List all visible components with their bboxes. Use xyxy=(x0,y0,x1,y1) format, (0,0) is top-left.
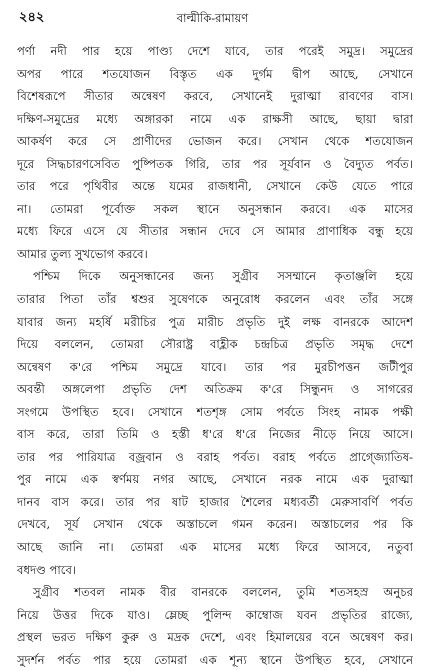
text-line: সুদর্শন পর্বত পার হয়ে তোমরা এক শূন্য স্থানে উপস্থিত হবে, সেখানে xyxy=(17,652,413,667)
text-line: নিয়ে উত্তর দিকে যাও। ম্লেচ্ছ পুলিন্দ কাম্বোজ যবন প্রভৃতির রাজ্যে, xyxy=(17,607,413,622)
text-line: তার পরে পৃথিবীর অন্তে যমের রাজধানী, সেখানে কেউ যেতে পারে xyxy=(17,179,413,194)
text-line-paragraph-start: পশ্চিম দিকে অনুসন্ধানের জন্য সুগ্রীব সসম্মানে কৃতাঞ্জলি হয়ে xyxy=(33,269,413,284)
body-text xyxy=(17,40,413,671)
text-line: মধ্যে ফিরে এসে যে সীতার সন্ধান দেবে সে আমার প্রাণাধিক বন্ধু হয়ে xyxy=(17,224,413,239)
text-line: দূরে সিদ্ধচারণসেবিত পুষ্পিতক গিরি, তার পর সূর্যবান ও বৈদ্যুত পর্বত। xyxy=(17,156,413,171)
text-line-paragraph-start: সুগ্রীব শতবল নামক বীর বানরকে বললেন, তুমি শতসহস্র অনুচর xyxy=(33,585,413,600)
text-line: যাবার জন্য মহর্ষি মরীচির পুত্র মারীচ প্রভৃতি দুই লক্ষ বানরকে আদেশ xyxy=(17,314,413,329)
text-line: দেখবে, সূর্য সেখান থেকে অস্তাচলে গমন করেন। অস্তাচলের পর কি xyxy=(17,517,413,532)
text-line: বধদণ্ড পাবে। xyxy=(17,562,77,577)
text-line: পুর নামে এক স্বর্ণময় নগর আছে, সেখানে নরক নামে এক দুরাত্মা xyxy=(17,472,413,487)
text-line: প্রস্থল ভরত দক্ষিণ কুরু ও মদ্রক দেশে, এবং হিমালয়ের বনে অন্বেষণ কর। xyxy=(17,630,413,645)
text-line: অন্বেষণ ক'রে পশ্চিম সমুদ্রে যাবে। তার পর মুরচীপত্তন জটীপুর xyxy=(17,359,413,374)
text-line: না। তোমরা পূর্বোক্ত সকল স্থানে অনুসন্ধান করবে। এক মাসের xyxy=(17,201,413,216)
text-line: দক্ষিণ-সমুদ্রের মধ্যে অঙ্গারকা নামে এক রাক্ষসী আছে, ছায়া দ্বারা xyxy=(17,111,413,126)
text-line: দানব বাস করে। তার পর ষাট হাজার শৈলের মধ্যবর্তী মেরুসাবর্ণি পর্বত xyxy=(17,494,413,509)
text-line: পর্ণা নদী পার হয়ে পাণ্ড্য দেশে যাবে, তার পরেই সমুদ্র। সমুদ্রের xyxy=(17,44,413,58)
text-line: আমার তুল্য সুখভোগ করবে। xyxy=(17,246,148,261)
text-line: আকর্ষণ করে সে প্রাণীদের ভোজন করে। সেখান থেকে শতযোজন xyxy=(17,134,413,149)
page-header xyxy=(0,7,425,29)
text-line: বিশেষরূপে সীতার অন্বেষণ করবে, সেখানেই দুরাত্মা রাবণের বাস। xyxy=(17,89,413,104)
page-number: ২৪২ xyxy=(19,10,45,25)
text-line: বাস করে, তারা তিমি ও হস্তী ধ'রে ধ'রে নিজের নীড়ে নিয়ে আসে। xyxy=(17,427,413,442)
text-line: সংগমে উপস্থিত হবে। সেখানে শতশৃঙ্গ সোম পর্বতে সিংহ নামক পক্ষী xyxy=(17,404,413,419)
running-title: বাল্মীকি-রামায়ণ xyxy=(176,11,249,25)
text-line: আছে জানি না। তোমরা এক মাসের মধ্যে ফিরে আসবে, নতুবা xyxy=(17,540,413,555)
text-line: দিয়ে বললেন, তোমরা সৌরাষ্ট্র বাহ্লীক চন্দ্রচিত্র প্রভৃতি সমৃদ্ধ দেশে xyxy=(17,337,413,352)
text-line: তার পর পারিযাত্র বজ্রবান ও বরাহ পর্বত। বরাহ পর্বতে প্রাগ্জ্যোতিষ- xyxy=(17,449,413,464)
text-line: অবন্তী অঙ্গলেপা প্রভৃতি দেশ অতিক্রম ক'রে সিন্ধুনদ ও সাগরের xyxy=(17,382,413,397)
text-line: তারার পিতা তাঁর শ্বশুর সুষেণকে অনুরোধ করলেন এবং তাঁর সঙ্গে xyxy=(17,292,413,307)
text-line: অপর পারে শতযোজন বিস্তৃত এক দুর্গম দ্বীপ আছে, সেখানে xyxy=(17,66,413,81)
